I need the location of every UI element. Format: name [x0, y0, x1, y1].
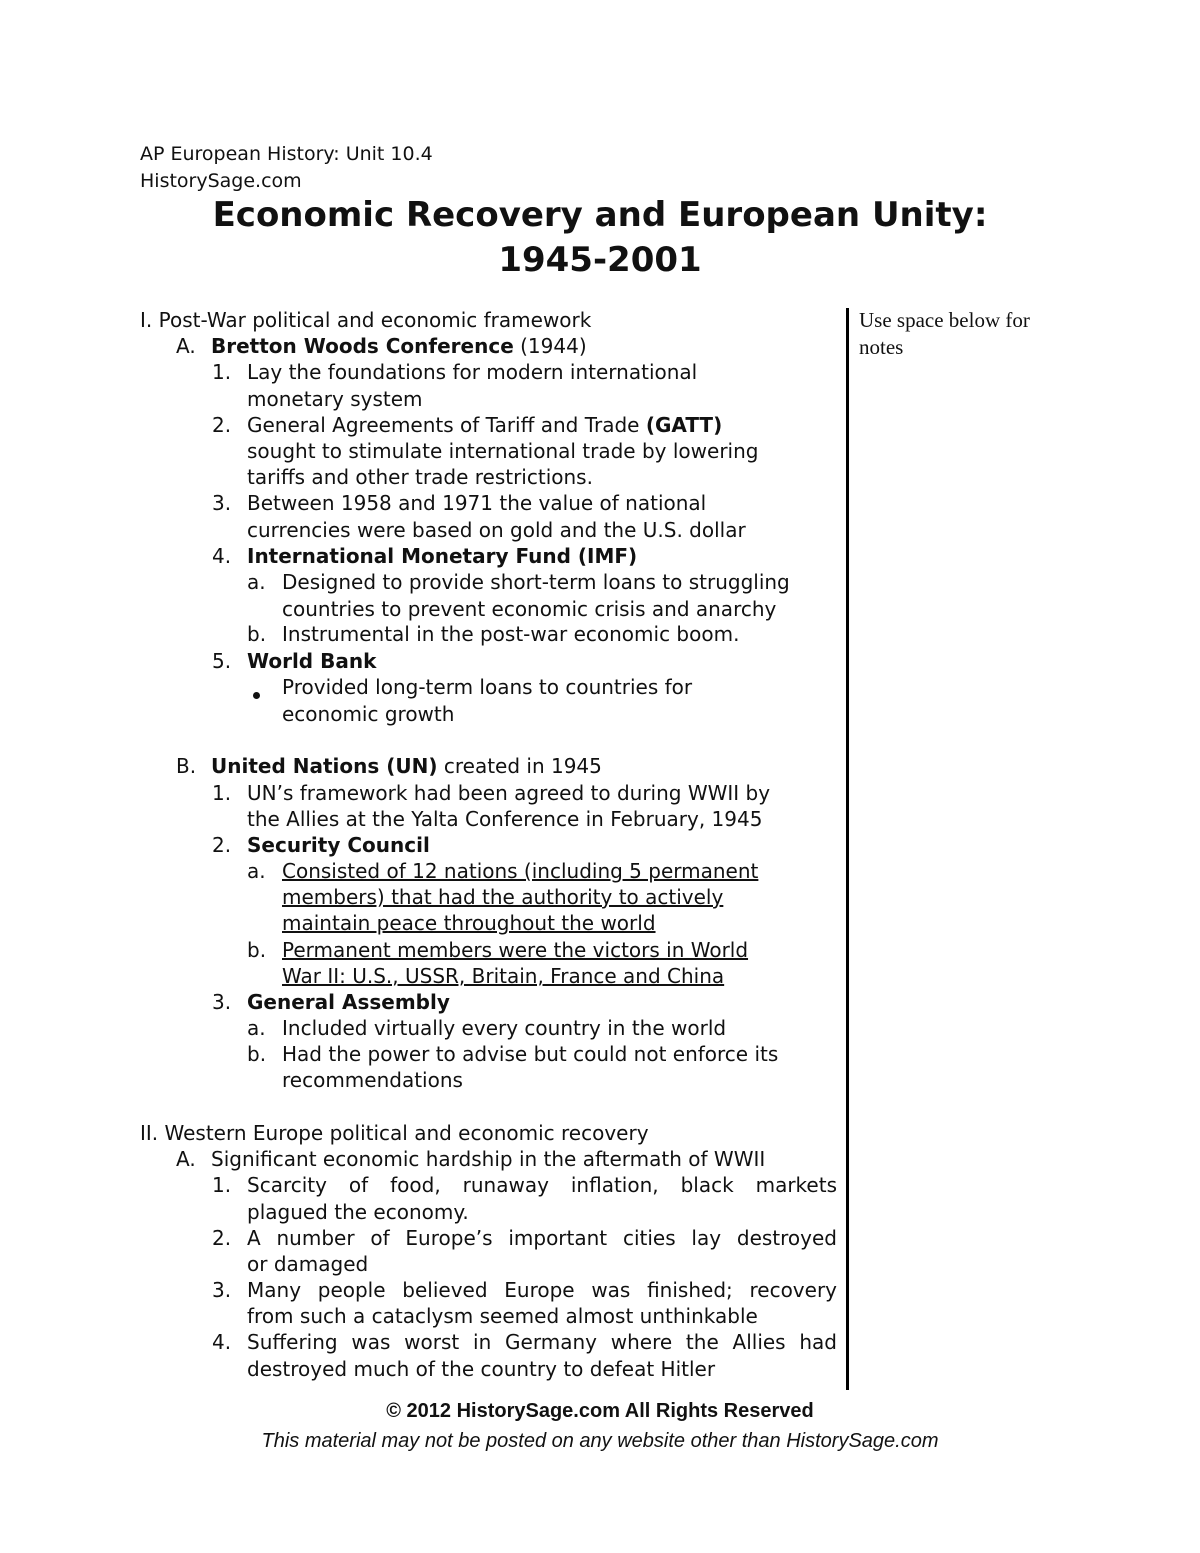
- outline-IA2-l1: [247, 413, 722, 437]
- outline-IB3a: Included virtually every country in the world: [282, 1016, 727, 1040]
- outline-IB2b-l1: Permanent members were the victors in World: [282, 938, 749, 962]
- page-title: Economic Recovery and European Unity:: [212, 195, 988, 235]
- outline-number-IB2: 2.: [212, 833, 232, 857]
- outline-number-IA4b: b.: [247, 622, 267, 646]
- site-label: HistorySage.com: [140, 170, 302, 192]
- page-title-years: 1945-2001: [498, 240, 702, 280]
- outline-number-IIA1: 1.: [212, 1173, 232, 1197]
- outline-IIA3-l2: from such a cataclysm seemed almost unthinkable: [247, 1304, 758, 1328]
- outline-IA3-l2: currencies were based on gold and the U.S. dollar: [247, 518, 746, 542]
- outline-number-IB: B.: [176, 754, 197, 778]
- outline-IB1-l2: the Allies at the Yalta Conference in February, 1945: [247, 807, 763, 831]
- outline-number-IB2a: a.: [247, 859, 266, 883]
- outline-IA1-l2: monetary system: [247, 387, 423, 411]
- outline-IB2a-l1: Consisted of 12 nations (including 5 permanent: [282, 859, 759, 883]
- outline-IA4a-l1: Designed to provide short-term loans to struggling: [282, 570, 790, 594]
- outline-IA2-l3: tariffs and other trade restrictions.: [247, 465, 593, 489]
- outline-IIA: Significant economic hardship in the aftermath of WWII: [211, 1147, 766, 1171]
- outline-bold-term: Bretton Woods Conference: [211, 334, 514, 358]
- outline-number-IA4a: a.: [247, 570, 266, 594]
- outline-text: Post-War political and economic framework: [158, 308, 592, 332]
- outline-II: [140, 1121, 649, 1145]
- outline-IA: [211, 334, 587, 358]
- notes-label-2: notes: [859, 335, 904, 359]
- outline-number-IA4: 4.: [212, 544, 232, 568]
- outline-bold-term: United Nations (UN): [211, 754, 438, 778]
- outline-IB2a-l2: members) that had the authority to actively: [282, 885, 724, 909]
- notes-divider: [846, 308, 849, 1390]
- outline-IIA1-l2: plagued the economy.: [247, 1200, 469, 1224]
- outline-number-IA3: 3.: [212, 491, 232, 515]
- outline-IIA3-l1: Many people believed Europe was finished; recovery: [247, 1278, 837, 1302]
- outline-text: (1944): [513, 334, 587, 358]
- outline-IA5-bullet-l2: economic growth: [282, 702, 455, 726]
- outline-number-IIA2: 2.: [212, 1226, 232, 1250]
- outline-IA3-l1: Between 1958 and 1971 the value of national: [247, 491, 707, 515]
- outline-number-IA1: 1.: [212, 360, 232, 384]
- outline-IB3b-l1: Had the power to advise but could not enforce its: [282, 1042, 779, 1066]
- outline-IA1-l1: Lay the foundations for modern international: [247, 360, 698, 384]
- outline-IB2a-l3: maintain peace throughout the world: [282, 911, 656, 935]
- outline-IA2-l2: sought to stimulate international trade by lowering: [247, 439, 759, 463]
- outline-IIA4-l2: destroyed much of the country to defeat Hitler: [247, 1357, 716, 1381]
- notes-label: Use space below for: [859, 308, 1030, 332]
- outline-IIA2-l1: A number of Europe’s important cities lay destroyed: [247, 1226, 837, 1250]
- outline-number-IIA3: 3.: [212, 1278, 232, 1302]
- outline-number: I.: [140, 308, 153, 332]
- outline-IB3: General Assembly: [247, 990, 450, 1014]
- outline-number-IIA: A.: [176, 1147, 196, 1171]
- bullet-icon: [253, 684, 260, 703]
- outline-number-IB3a: a.: [247, 1016, 266, 1040]
- outline-number-IA5: 5.: [212, 649, 232, 673]
- outline-IIA2-l2: or damaged: [247, 1252, 369, 1276]
- outline-IA4: International Monetary Fund (IMF): [247, 544, 638, 568]
- outline-number-IB2b: b.: [247, 938, 267, 962]
- outline-number: II.: [140, 1121, 159, 1145]
- course-label: AP European History: Unit 10.4: [140, 143, 433, 165]
- outline-IIA1-l1: Scarcity of food, runaway inflation, black markets: [247, 1173, 837, 1197]
- outline-IA4b: Instrumental in the post-war economic boom.: [282, 622, 740, 646]
- outline-number-IA: A.: [176, 334, 196, 358]
- outline-bold-term: (GATT): [645, 413, 723, 437]
- outline-IB: [211, 754, 602, 778]
- usage-notice: This material may not be posted on any website other than HistorySage.com: [261, 1430, 939, 1452]
- outline-I: [140, 308, 591, 332]
- outline-text: created in 1945: [437, 754, 602, 778]
- outline-number-IB3b: b.: [247, 1042, 267, 1066]
- outline-number-IA2: 2.: [212, 413, 232, 437]
- outline-number-IB3: 3.: [212, 990, 232, 1014]
- outline-IA4a-l2: countries to prevent economic crisis and anarchy: [282, 597, 777, 621]
- outline-text: General Agreements of Tariff and Trade: [247, 413, 646, 437]
- outline-IB2: Security Council: [247, 833, 430, 857]
- outline-IB1-l1: UN’s framework had been agreed to during WWII by: [247, 781, 771, 805]
- outline-text: Western Europe political and economic recovery: [164, 1121, 649, 1145]
- outline-number-IIA4: 4.: [212, 1330, 232, 1354]
- outline-IA5-bullet-l1: Provided long-term loans to countries for: [282, 675, 693, 699]
- copyright-notice: © 2012 HistorySage.com All Rights Reserved: [386, 1400, 814, 1422]
- outline-IA5: World Bank: [247, 649, 377, 673]
- outline-number-IB1: 1.: [212, 781, 232, 805]
- outline-IB2b-l2: War II: U.S., USSR, Britain, France and China: [282, 964, 725, 988]
- outline-IIA4-l1: Suffering was worst in Germany where the Allies had: [247, 1330, 837, 1354]
- outline-IB3b-l2: recommendations: [282, 1068, 463, 1092]
